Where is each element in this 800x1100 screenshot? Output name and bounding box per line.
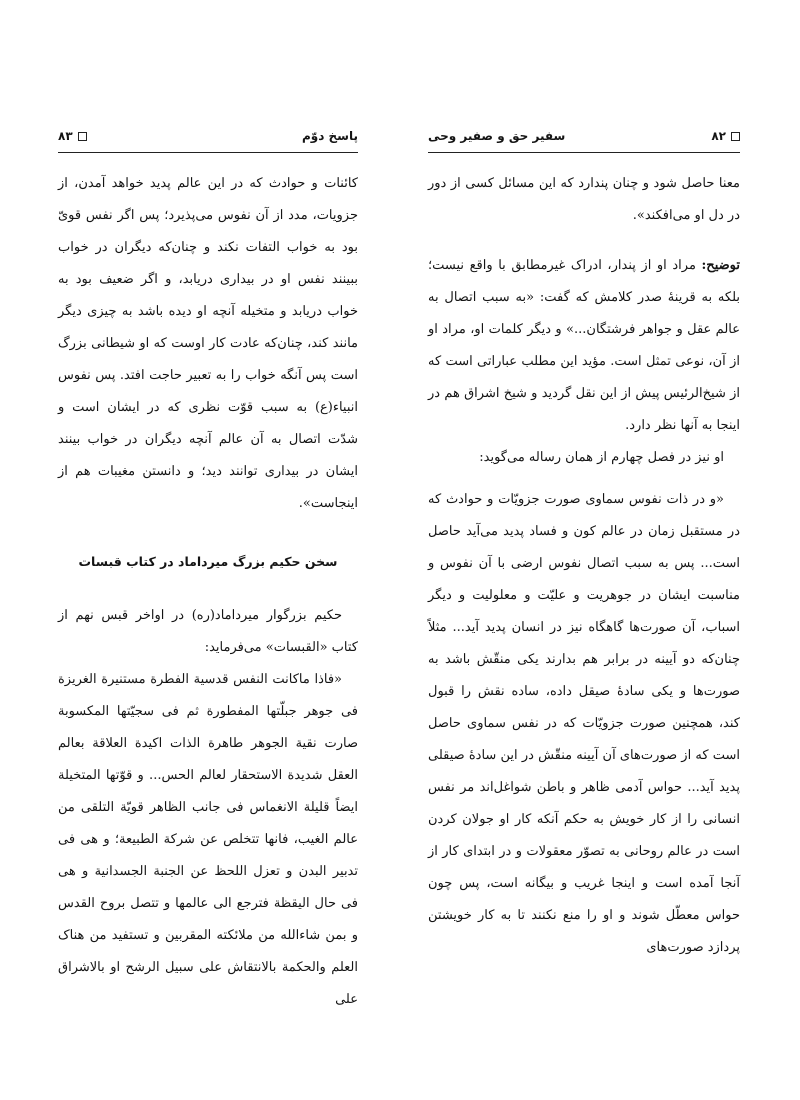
right-paragraph-2: او نیز در فصل چهارم از همان رساله می‌گوید: bbox=[479, 450, 724, 465]
right-header-rule bbox=[428, 152, 740, 153]
right-page-header bbox=[428, 123, 740, 149]
right-paragraph-3: «و در ذات نفوس سماوی صورت جزویّات و حوادث که در مستقبل زمان در عالم کون و فساد پدید می‌آید حاصل است... پس به سبب اتصال نفوس ارضی با آن نفوس و مناسبت ایشان در جوهریت و علیّت و معلولیت و دیگر اسباب، آن صورت‌ها گاهگاه نیز در انسان پدید آید... مثلاً چنان‌که دو آیینه در برابر هم بدارند یکی منقّش باشد به صورت‌ها و یکی سادهٔ صیقل داده، ساده نقش را قبول کند، همچنین صورت جزویّات که در نفس سماوی حاصل است که از صورت‌های آن آیینه منقّش در این سادهٔ صیقلی پدید آید... حواس آدمی ظاهر و باطن شواغل‌اند مر نفس انسانی را از کار خویش به حکم آنکه کار او جولان کردن است در عالم روحانی به تصوّر معقولات و در ابتدای کار از آنجا آمده است و اینجا غریب و بیگانه است، پس چون حواس معطّل شوند و او را منع نکنند تا به کار خویشتن پردازد صورت‌های bbox=[428, 492, 740, 955]
left-paragraph-1: کائنات و حوادث که در این عالم پدید خواهد آمدن، از جزویات، مدد از آن نفوس می‌پذیرد؛ پس اگر نفس قویّ بود به خواب التفات نکند و چنان‌که دیگران در خواب ببینند نفس او در بیداری دریابد، و اگر ضعیف بود به خواب دریابد و متخیله آنچه او دیده باشد به چیزی دیگر مانند کند، چنان‌که عادت کار اوست که او شیطانی بزرگ است پس آنگه خواب را به تعبیر حاجت افتد. پس نفوس انبیاء(ع) به سبب قوّت نظری که در ایشان است و شدّت اتصال به آن عالم آنچه دیگران در خواب بینند ایشان در بیداری توانند دید؛ و دانستن مغیبات هم از اینجاست». bbox=[58, 176, 358, 511]
left-page-header bbox=[58, 123, 358, 149]
left-paragraph-3: «فاذا ماکانت النفس قدسیة الفطرة مستنیرة الغریزة فی جوهر جبلّتها المفطورة ثم فی سجیّتها المکسوبة صارت نقیة الجوهر طاهرة الذات اکیدة العلاقة بعالم العقل شدیدة الاستحقار لعالم الحس... و قوّتها المتخیلة ایضاً قلیلة الانغماس فی جانب الظاهر قویّة التلقی من عالم الغیب، فانها تتخلص عن شرکة الطبیعة؛ و هی فی تدبیر البدن و تعزل اللحظ عن الجنبة الجسدانیة و هی فی حال الیقظة فترجع الی عالمها و تتصل بروح القدس و بمن شاءالله من ملائکته المقربین و تستفید من هناک العلم والحکمة بالانتقاش علی سبیل الرشح او بالاشراق علی bbox=[58, 672, 358, 1007]
right-running-title: سفیر حق و صفیر وحی bbox=[428, 129, 566, 143]
right-page bbox=[428, 0, 740, 1100]
section-heading: سخن حکیم بزرگ میرداماد در کتاب قبسات bbox=[78, 554, 338, 569]
left-page-body bbox=[58, 168, 358, 1016]
right-paragraph-1: معنا حاصل شود و چنان پندارد که این مسائل کسی از دور در دل او می‌افکند». bbox=[428, 176, 740, 223]
right-page-body bbox=[428, 168, 740, 964]
right-page-number: ۸۲ bbox=[711, 129, 726, 143]
left-header-rule bbox=[58, 152, 358, 153]
left-page-number-group bbox=[58, 129, 87, 143]
explanation-text: مراد او از پندار، ادراک غیرمطابق با واقع نیست؛ بلکه به قرینهٔ صدر کلامش که گفت: «به سبب اتصال به عالم عقل و جواهر فرشتگان...» و دیگر کلمات او، مراد او از آن، نوعی تمثل است. مؤید این مطلب عباراتی است که از شیخ‌الرئیس پیش از این نقل گردید و شیخ اشراق هم در اینجا به آنها نظر دارد. bbox=[428, 258, 740, 433]
left-running-title: پاسخ دوّم bbox=[301, 129, 358, 143]
square-bullet-icon bbox=[78, 132, 87, 141]
explanation-label: توضیح: bbox=[701, 258, 740, 273]
left-page-number: ۸۳ bbox=[58, 129, 73, 143]
left-paragraph-2: حکیم بزرگوار میرداماد(ره) در اواخر قبس نهم از کتاب «القبسات» می‌فرماید: bbox=[58, 608, 358, 655]
square-bullet-icon bbox=[731, 132, 740, 141]
right-page-number-group bbox=[711, 129, 740, 143]
explanation-paragraph bbox=[428, 250, 740, 442]
left-page bbox=[58, 0, 358, 1100]
